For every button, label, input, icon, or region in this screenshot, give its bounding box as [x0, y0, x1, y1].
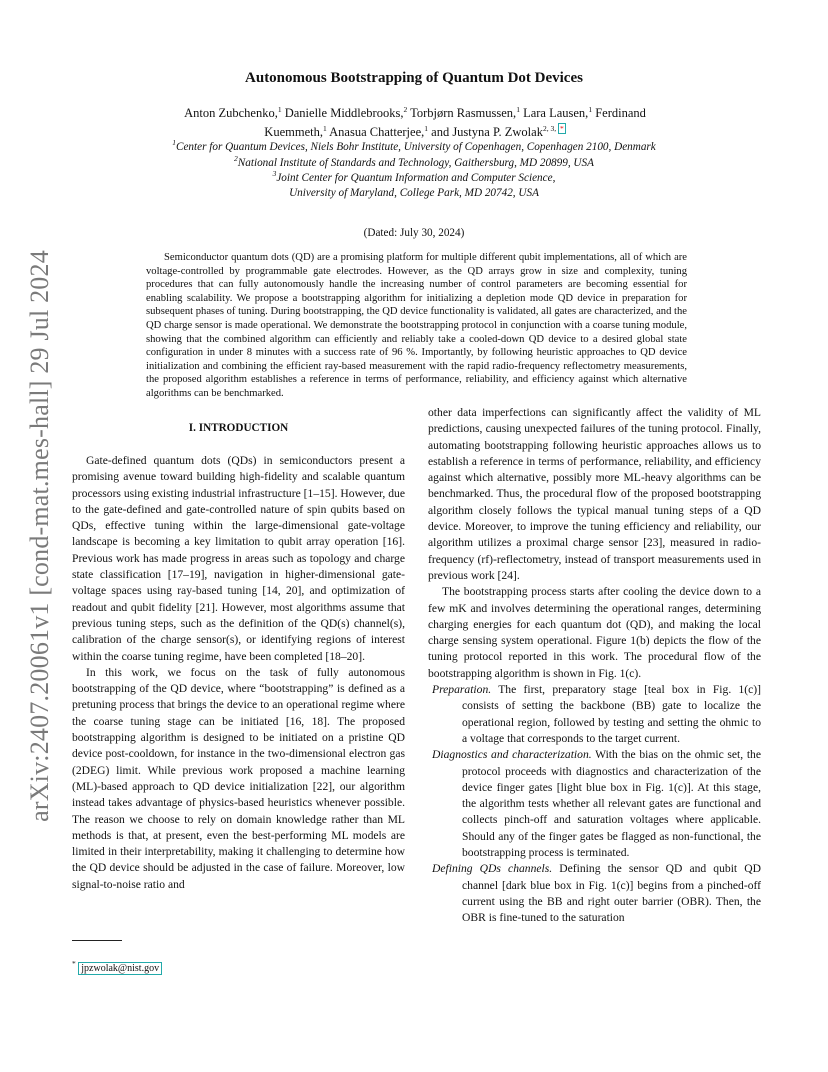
paragraph: other data imperfections can significantly affect the validity of ML predictions, causing unexpected failures of the tuning protocol. Finally, automating bootstrapping following heuristic approaches allows us to establish a reference in terms of performance, reliability, and efficiency against which alternative, possibly more ML-heavy algorithms can be benchmarked. Thus, the procedural flow of the proposed bootstrapping algorithm closely follows the typical manual tuning steps of a QD device. Moreover, to improve the tuning efficiency and reliability, our algorithm utilizes a proximal charge sensor [23], measured in radio-frequency (rf)-reflectometry, instead of transport measurements used in previous work [24].	[428, 406, 761, 582]
procedure-item-diagnostics: Diagnostics and characterization. With the bias on the ohmic set, the protocol proceeds with diagnostics and characterization of the device finger gates [light blue box in Fig. 1(c)]. At this stage, the algorithm tests whether all relevant gates are functional and collects pinch-off and saturation voltages where applicable. Should any of the finger gates be flagged as non-functional, the bootstrapping process is terminated.	[432, 748, 761, 860]
author: Lara Lausen,	[523, 106, 589, 120]
author: Ferdinand Kuemmeth,	[264, 106, 646, 139]
paper-title: Autonomous Bootstrapping of Quantum Dot Devices	[245, 70, 583, 86]
author-affiliation-sup: 1	[516, 105, 520, 114]
affiliation: $^1$Center for Quantum Devices, Niels Bohr Institute, University of Copenhagen, Copenhagen 2100, Denmark	[172, 138, 656, 153]
affiliation: University of Maryland, College Park, MD 20742, USA	[289, 187, 539, 199]
left-column	[72, 420, 405, 893]
affiliation: $^2$National Institute of Standards and Technology, Gaithersburg, MD 20899, USA	[234, 154, 594, 169]
section-heading: I. INTRODUCTION	[188, 422, 289, 434]
arxiv-identifier: arXiv:2407.20061v1 [cond-mat.mes-hall] 29 Jul 2024	[25, 250, 54, 822]
footnote-rule	[72, 940, 122, 941]
author: Torbjørn Rasmussen,	[410, 106, 517, 120]
author: Anasua Chatterjee,	[329, 125, 425, 139]
author-affiliation-sup: 1	[424, 124, 429, 133]
paragraph: Gate-defined quantum dots (QDs) in semiconductors present a promising avenue toward building high-fidelity and scalable quantum processors using existing industrial infrastructure [1–15]. However, due to the gate-defined and gate-controlled nature of spin qubits based on QDs, effective tuning within the large-dimensional gate-voltage landscape is becoming a key limitation to qubit array operation [16]. Previous work has made progress in areas such as topology and charge state classification [17–19], navigation in higher-dimensional gate-voltage spaces using ray-based tuning [14, 20], and optimization of readout and qubit fidelity [21]. However, most algorithms assume that previous tuning steps, such as the definition of the QD(s) channel(s), calibration of the charge sensor(s), or identifying regions of interest within the coarse tuning regime, have been completed [18–20].	[72, 454, 405, 663]
footnote	[72, 959, 162, 974]
author: and Justyna P. Zwolak	[431, 125, 543, 139]
footnote-mark: *	[72, 959, 76, 968]
author-affiliation-sup: 1	[588, 105, 593, 114]
author-affiliation-sup: 2	[403, 105, 408, 114]
corresponding-author-link[interactable]: *	[559, 124, 564, 133]
paragraph: In this work, we focus on the task of fully autonomous bootstrapping of the QD device, where “bootstrapping” is defined as a pretuning process that brings the device to an operational regime where the coarse tuning stage can be initiated [16, 18]. The proposed bootstrapping algorithm is designed to be initiated on a pristine QD device post-cooldown, for instance in the two-dimensional electron gas (2DEG) limit. While previous work proposed a machine learning (ML)-based approach to QD device initialization [22], our algorithm instead takes advantage of physics-based heuristics whenever possible. The reason we choose to rely on domain knowledge rather than ML methods is that, at present, even the best-performing ML models are limited in their interpretability, making it challenging to determine how the QD device should be adjusted in the case of failure. Moreover, low signal-to-noise ratio and	[72, 665, 405, 891]
author: Danielle Middlebrooks,	[284, 106, 404, 120]
dated-line: (Dated: July 30, 2024)	[363, 227, 465, 239]
author-affiliation-sup: 1	[277, 105, 282, 114]
arxiv-sidebar	[20, 236, 60, 836]
affiliation: $^3$Joint Center for Quantum Information and Computer Science,	[272, 169, 556, 184]
abstract: Semiconductor quantum dots (QD) are a promising platform for multiple different qubit implementations, all of which are voltage-controlled by programmable gate electrodes. However, as the QD arrays grow in size and complexity, tuning procedures that can fully autonomously handle the increasing number of control parameters are becoming essential for enabling scalability. We propose a bootstrapping algorithm for initializing a depletion mode QD device in preparation for subsequent phases of tuning. During bootstrapping, the QD device functionality is validated, all gates are characterized, and the QD charge sensor is made operational. We demonstrate the bootstrapping protocol in conjunction with a coarse tuning module, showing that the combined algorithm can efficiently and reliably take a cooled-down QD device to a desired global state configuration in under 8 minutes with a success rate of 96 %. Importantly, by following heuristic approaches to QD device initialization and combining the efficient ray-based measurement with the rapid radio-frequency reflectometry measurements, the proposed algorithm establishes a reference in terms of performance, reliability, and efficiency against which alternative algorithms can be benchmarked.	[146, 252, 687, 399]
email-link[interactable]: jpzwolak@nist.gov	[78, 962, 162, 975]
procedure-item-defining-channels: Defining QDs channels. Defining the sensor QD and qubit QD channel [dark blue box in Fig. 1(c)] begins from a pinched-off current using the BB and right outer barrier (OBR). Then, the OBR is fine-tuned to the saturation	[432, 862, 761, 925]
author-list	[170, 104, 660, 142]
paragraph: The bootstrapping process starts after cooling the device down to a few mK and involves determining the operational ranges, determining charging energies for each quantum dot (QD), and making the local charge sensing system operational. Figure 1(b) depicts the flow of the tuning protocol reported in this work. The procedural flow of the bootstrapping algorithm is shown in Fig. 1(c).	[428, 585, 761, 680]
author: Anton Zubchenko,	[184, 106, 278, 120]
procedure-item-preparation: Preparation. The first, preparatory stage [teal box in Fig. 1(c)] consists of setting the backbone (BB) gate to localize the operational region, followed by testing and setting the ohmic to a voltage that corresponds to the target current.	[432, 683, 761, 745]
author-affiliation-sup: 1	[322, 124, 327, 133]
author-affiliation-sup: 2, 3,	[542, 124, 558, 133]
right-column	[428, 405, 761, 927]
